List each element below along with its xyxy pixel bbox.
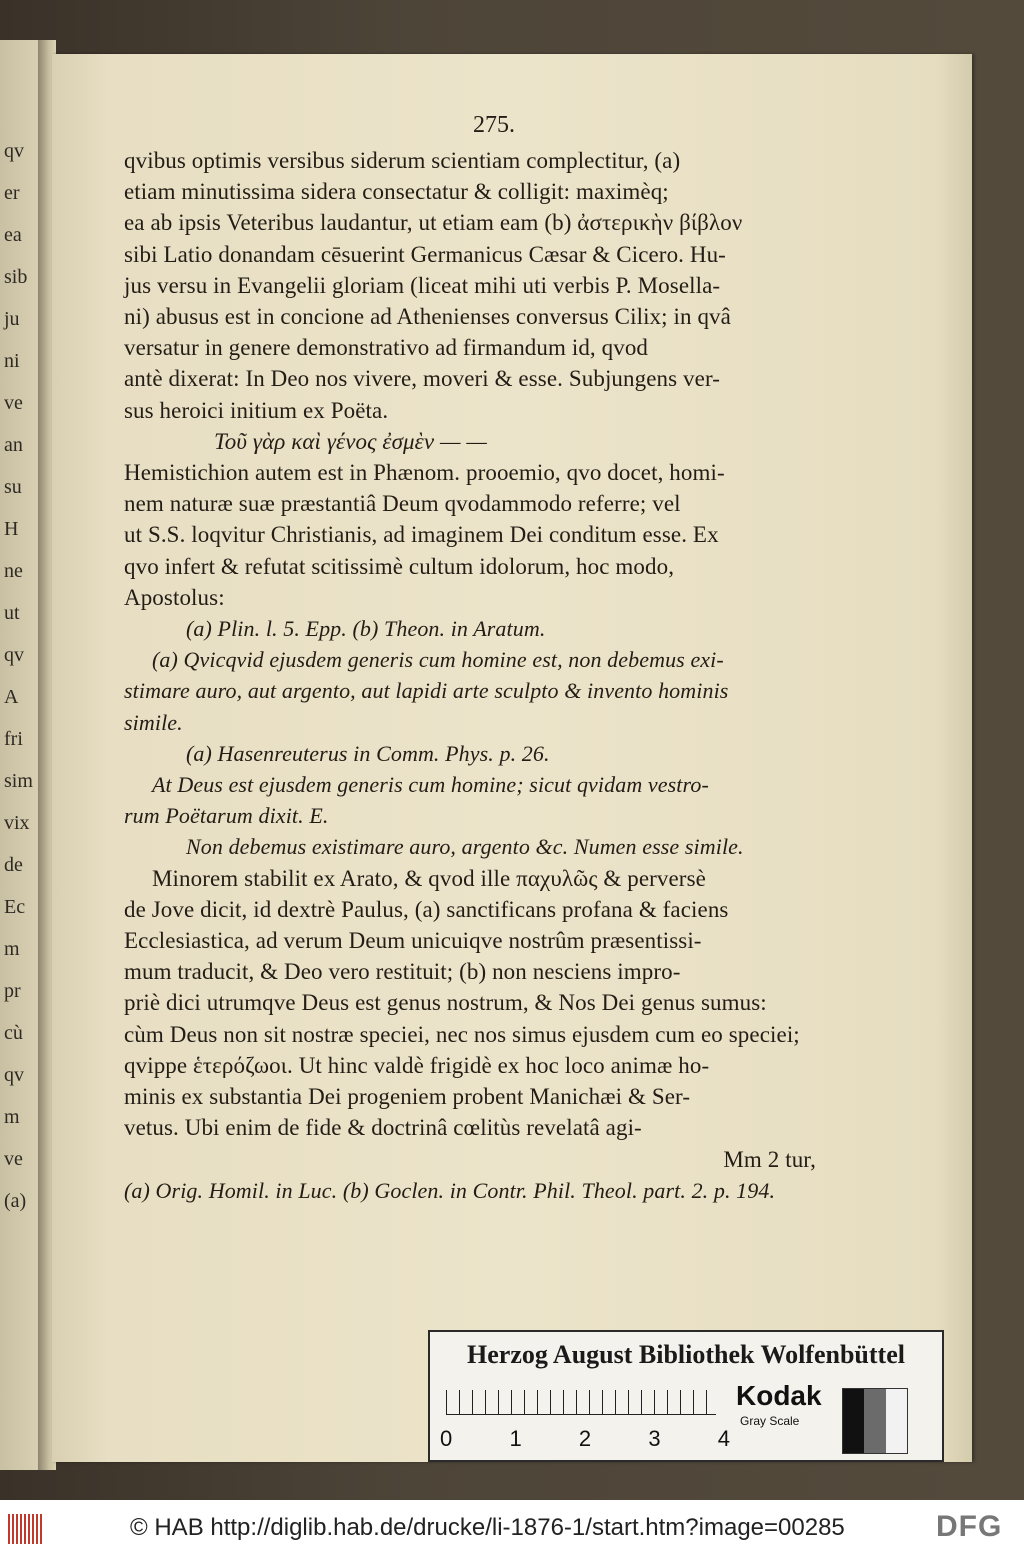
facing-page-fragment: m (4, 938, 20, 960)
facing-page-fragment: ea (4, 224, 22, 246)
footnote-plinius-theon: (a) Plin. l. 5. Epp. (b) Theon. in Aratum. (186, 616, 546, 642)
gray-patch (843, 1389, 864, 1453)
text-line: etiam minutissima sidera consectatur & colligit: maximèq; (124, 179, 669, 205)
text-line: vetus. Ubi enim de fide & doctrinâ cœlitùs revelatâ agi- (124, 1115, 642, 1141)
facing-page-fragment: Ec (4, 896, 26, 918)
text-line: Ecclesiastica, ad verum Deum unicuiqve nostrûm præsentissi- (124, 928, 702, 954)
library-name: Herzog August Bibliothek Wolfenbüttel (467, 1340, 905, 1369)
barcode-icon (8, 1514, 42, 1544)
text-line: qvibus optimis versibus siderum scientiam complectitur, (a) (124, 148, 681, 173)
facing-page-fragment: de (4, 854, 23, 876)
facing-page-fragment: cù (4, 1022, 23, 1044)
kodak-logo: Kodak (736, 1380, 822, 1411)
syllogism-conclusion: Non debemus existimare auro, argento &c. Numen esse simile. (186, 834, 744, 860)
color-calibration-card (428, 1330, 944, 1462)
page-text (124, 112, 824, 1206)
facing-page-fragment: ut (4, 602, 20, 624)
text-line: rum Poëtarum dixit. E. (124, 803, 329, 829)
text-line: (a) Qvicqvid ejusdem generis cum homine est, non debemus exi- (152, 647, 724, 673)
facing-page-fragment: ve (4, 1148, 23, 1170)
facing-page-fragment: ju (4, 308, 20, 330)
ruler-numbers (440, 1426, 730, 1452)
syllogism-major (124, 644, 824, 738)
facing-page-fragment: sib (4, 266, 28, 288)
book-page (52, 54, 972, 1462)
text-line: priè dici utrumqve Deus est genus nostrum, & Nos Dei genus sumus: (124, 990, 767, 1016)
paragraph-1 (124, 145, 824, 426)
ruler-number: 0 (440, 1426, 453, 1451)
page-number: 275. (473, 112, 515, 138)
text-line: ut S.S. loqvitur Christianis, ad imaginem Dei conditum esse. Ex (124, 522, 719, 548)
text-line: ni) abusus est in concione ad Athenienses conversus Cilix; in qvâ (124, 304, 731, 330)
text-line: nem naturæ suæ præstantiâ Deum qvodammodo referre; vel (124, 491, 681, 517)
facing-page-fragment: qv (4, 140, 24, 162)
footnote-hasenreuterus: (a) Hasenreuterus in Comm. Phys. p. 26. (186, 740, 550, 766)
syllogism-minor (124, 769, 824, 831)
measurement-ruler (446, 1390, 716, 1415)
facing-page-fragment: qv (4, 644, 24, 666)
text-line: versatur in genere demonstrativo ad firmandum id, qvod (124, 335, 649, 361)
text-line: mum traducit, & Deo vero restituit; (b) non nesciens impro- (124, 959, 681, 985)
copyright-url: © HAB http://diglib.hab.de/drucke/li-1876-1/start.htm?image=00285 (130, 1514, 845, 1541)
text-line: sibi Latio donandam cēsuerint Germanicus Cæsar & Cicero. Hu- (124, 241, 726, 267)
text-line: Apostolus: (124, 584, 225, 610)
facing-page-fragment: vix (4, 812, 30, 834)
text-line: jus versu in Evangelii gloriam (liceat mihi uti verbis P. Mosella- (124, 272, 721, 298)
footnote-origenes-goclenius: (a) Orig. Homil. in Luc. (b) Goclen. in Contr. Phil. Theol. part. 2. p. 194. (124, 1177, 776, 1203)
ruler-number: 4 (717, 1426, 730, 1451)
text-line: Hemistichion autem est in Phænom. prooemio, qvo docet, homi- (124, 460, 725, 486)
text-line: simile. (124, 709, 183, 735)
text-line: At Deus est ejusdem generis cum homine; sicut qvidam vestro- (152, 772, 709, 798)
text-line: qvo infert & refutat scitissimè cultum idolorum, hoc modo, (124, 553, 675, 579)
dfg-logo: DFG (936, 1510, 1003, 1543)
text-line: stimare auro, aut argento, aut lapidi arte sculpto & invento hominis (124, 678, 729, 704)
text-line: cùm Deus non sit nostræ speciei, nec nos simus ejusdem cum eo speciei; (124, 1021, 800, 1047)
facing-page-fragment: fri (4, 728, 23, 750)
paragraph-3 (124, 863, 824, 1144)
facing-page-fragment: an (4, 434, 23, 456)
text-line: sus heroici initium ex Poëta. (124, 397, 389, 423)
signature-catchword: Mm 2 tur, (723, 1146, 816, 1172)
ruler-number: 2 (578, 1426, 592, 1451)
gray-patch (886, 1389, 907, 1453)
text-line: minis ex substantia Dei progeniem probent Manichæi & Ser- (124, 1084, 691, 1110)
text-line: qvippe ἑτερόζωοι. Ut hinc valdè frigidè ex hoc loco animæ ho- (124, 1052, 710, 1078)
text-line: Minorem stabilit ex Arato, & qvod ille παχυλῶς & perversè (152, 865, 706, 891)
facing-page-fragment: H (4, 518, 19, 540)
text-line: ea ab ipsis Veteribus laudantur, ut etiam eam (b) ἀστερικὴν βίβλον (124, 210, 743, 236)
facing-page-fragment: ni (4, 350, 20, 372)
gray-patch (864, 1389, 885, 1453)
facing-page-fragment: su (4, 476, 22, 498)
paragraph-2 (124, 457, 824, 613)
gray-scale-label: Gray Scale (740, 1414, 800, 1428)
greek-quotation: Τοῦ γὰρ καὶ γένος ἐσμὲν — — (214, 428, 487, 454)
facing-page-fragment: m (4, 1106, 20, 1128)
facing-page-fragment: pr (4, 980, 21, 1002)
text-line: antè dixerat: In Deo nos vivere, moveri & esse. Subjungens ver- (124, 366, 721, 392)
facing-page-fragment: qv (4, 1064, 24, 1086)
facing-page-fragment: ve (4, 392, 23, 414)
ruler-number: 3 (648, 1426, 661, 1451)
ruler-number: 1 (509, 1426, 522, 1451)
facing-page-fragment: er (4, 182, 20, 204)
facing-page-fragment: ne (4, 560, 23, 582)
facing-page-fragment: A (4, 686, 19, 708)
facing-page-fragment: sim (4, 770, 33, 792)
footer-bar (0, 1500, 1024, 1556)
text-line: de Jove dicit, id dextrè Paulus, (a) sanctificans profana & faciens (124, 896, 729, 922)
facing-page-fragment: (a) (4, 1190, 27, 1212)
gray-scale-patches (842, 1388, 908, 1454)
